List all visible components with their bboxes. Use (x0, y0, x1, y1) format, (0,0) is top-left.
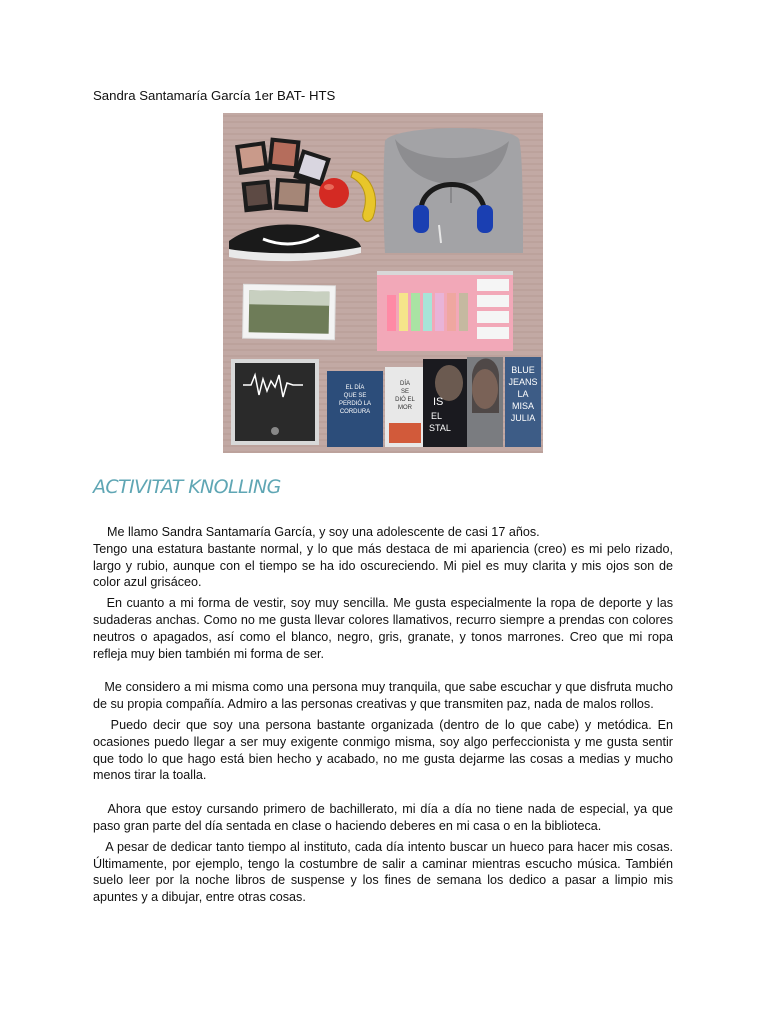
paragraph: A pesar de dedicar tanto tiempo al instituto, cada día intento buscar un hueco para hacer mis cosas. Últimamente, por ejemplo, tengo la costumbre de salir a caminar mientras escucho música. También suelo leer por la noche libros de suspense y los fines de semana los dedico a pasar a limpio mis apuntes y a dibujar, entre otras cosas. (93, 839, 673, 905)
apple (319, 178, 349, 208)
svg-text:BLUE: BLUE (511, 365, 535, 375)
svg-text:SE: SE (400, 389, 410, 395)
svg-text:EL: EL (431, 411, 443, 421)
paragraph: Ahora que estoy cursando primero de bachillerato, mi día a día no tiene nada de especial, ya que paso gran parte del día sentada en clase o haciendo deberes en mi casa o en la biblioteca. (93, 802, 674, 833)
knolling-illustration (223, 113, 543, 453)
paragraph: Puedo decir que soy una persona bastante organizada (dentro de lo que cabe) y metódica. En ocasiones puedo llegar a ser muy exigente conmigo misma, soy algo perfeccionista y me gusta sentir que todo lo que hago está bien hecho y acabado, no me gusta dejarme las cosas a medias y mucho menos tirar la toalla. (93, 717, 673, 783)
knolling-photo (223, 113, 543, 453)
svg-text:JEANS: JEANS (508, 377, 538, 387)
vinyl-album (231, 359, 319, 445)
svg-text:MOR: MOR (398, 405, 412, 411)
svg-text:QUE SE: QUE SE (343, 393, 367, 399)
svg-text:LA: LA (517, 389, 529, 399)
essay-body (93, 524, 673, 906)
svg-text:PERDIÓ LA: PERDIÓ LA (338, 401, 372, 407)
hoodie (384, 128, 524, 253)
svg-text:DÍA: DÍA (399, 381, 411, 387)
paragraph: Me considero a mi misma como una persona muy tranquila, que sabe escuchar y que disfruta mucho de su propia compañía. Admiro a las personas creativas y que transmiten paz, nada de malos rollos. (93, 680, 673, 712)
svg-text:IS: IS (433, 396, 444, 408)
paragraph: En cuanto a mi forma de vestir, soy muy sencilla. Me gusta especialmente la ropa de deporte y las sudaderas anchas. Como no me gusta llevar colores llamativos, recurro siempre a prendas con colores neutros o apagados, así como el blanco, negro, gris, granate, y tonos marrones. Creo que mi ropa refleja muy bien también mi forma de ser. (93, 596, 674, 661)
notebook-highlighters (377, 271, 513, 351)
svg-text:STAL: STAL (429, 423, 451, 433)
page-title: ACTIVITAT KNOLLING (93, 476, 281, 498)
svg-text:MISA: MISA (511, 401, 535, 411)
svg-text:CORDURA: CORDURA (339, 409, 371, 415)
svg-text:JULIA: JULIA (510, 413, 536, 423)
author-header: Sandra Santamaría García 1er BAT- HTS (93, 88, 336, 103)
paragraph: Tengo una estatura bastante normal, y lo que más destaca de mi apariencia (creo) es mi pelo rizado, largo y rubio, aunque con el tiempo se ha ido oscureciendo. Mi piel es muy clarita y mis ojos son de color azul grisáceo. (93, 541, 673, 590)
paragraph: Me llamo Sandra Santamaría García, y soy una adolescente de casi 17 años. (107, 525, 540, 539)
svg-text:EL DÍA: EL DÍA (345, 385, 365, 391)
svg-text:DIÓ EL: DIÓ EL (395, 397, 415, 403)
